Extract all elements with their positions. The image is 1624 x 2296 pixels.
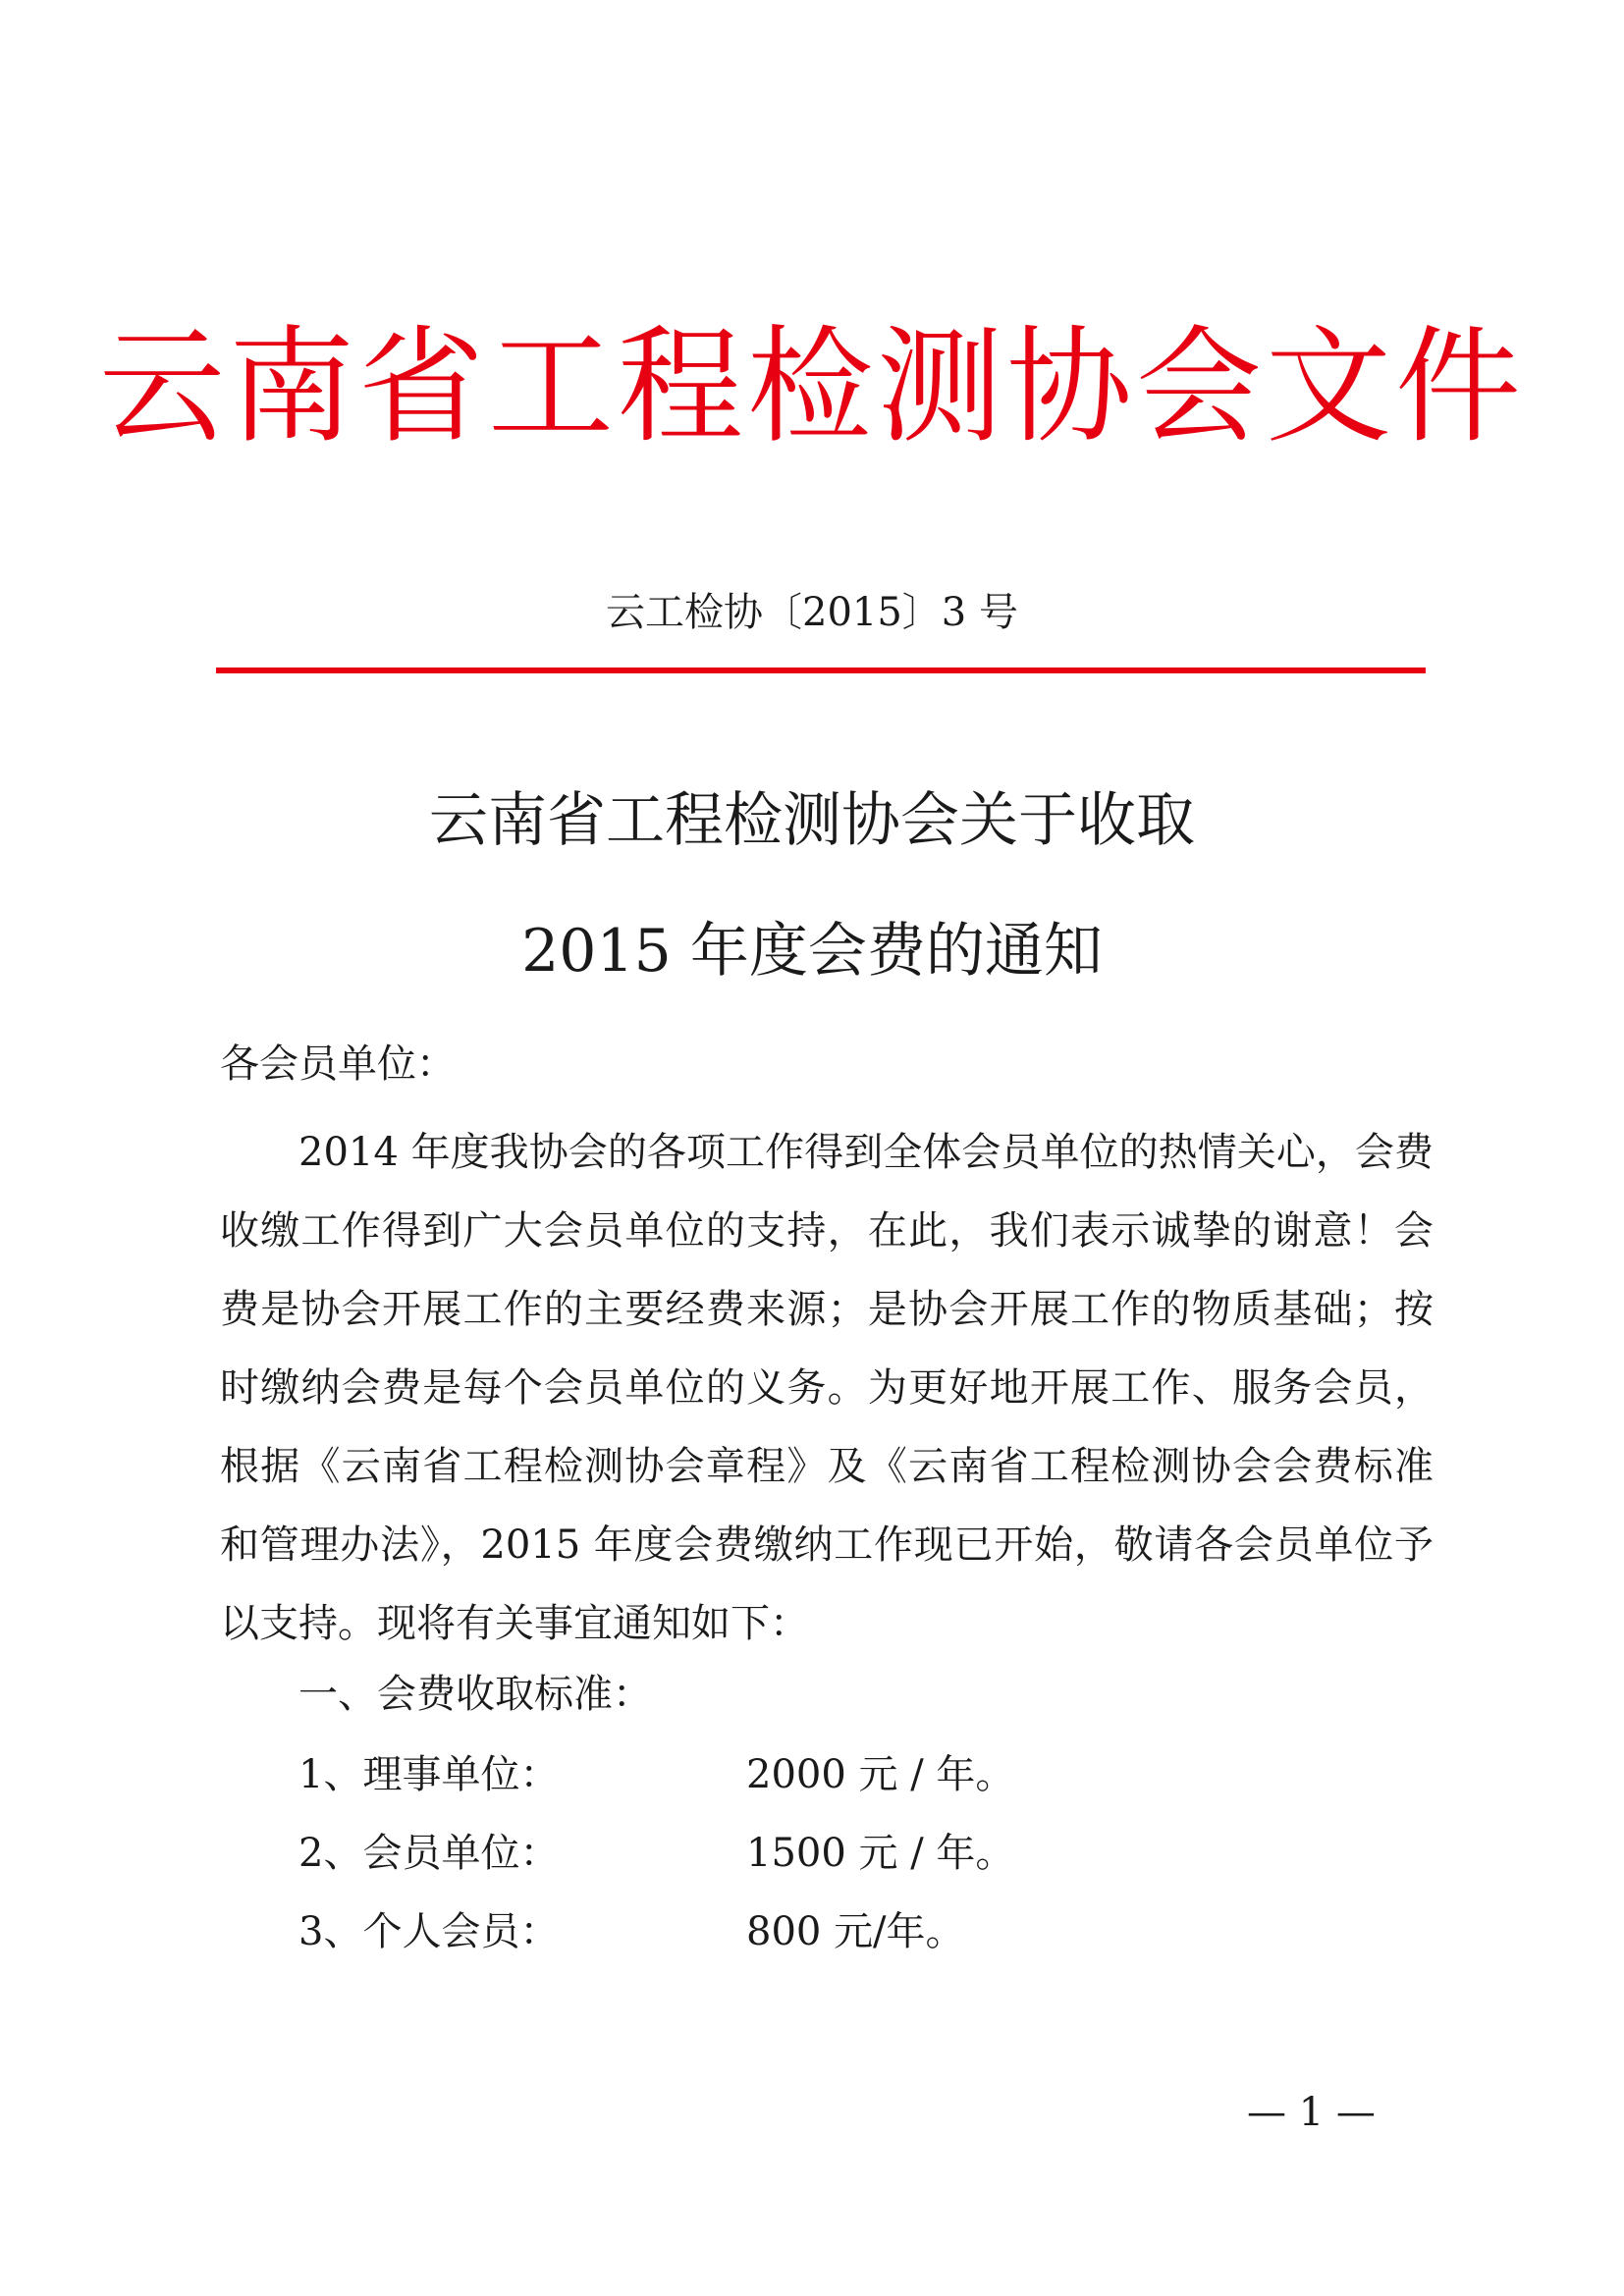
document-number: 云工检协〔2015〕3 号 (606, 590, 1018, 635)
fee-label: 1、理事单位： (298, 1752, 560, 1797)
masthead-title: 云南省工程检测协会文件 (98, 314, 1525, 460)
section-heading-fee-standard: 一、会费收取标准： (298, 1672, 652, 1717)
fee-amount: 800 元/年。 (746, 1909, 965, 1954)
fee-label: 2、会员单位： (298, 1831, 560, 1876)
salutation: 各会员单位： (220, 1041, 456, 1087)
red-divider-line (216, 667, 1426, 673)
page-number: — 1 — (1247, 2090, 1376, 2135)
notice-title-line-2: 2015 年度会费的通知 (521, 917, 1103, 986)
fee-amount: 2000 元 / 年。 (746, 1752, 1015, 1797)
body-paragraph: 2014 年度我协会的各项工作得到全体会员单位的热情关心，会费收缴工作得到广大会员单位的支持，在此，我们表示诚挚的谢意！会费是协会开展工作的主要经费来源；是协会开展工作的物质基础；按时缴纳会费是每个会员单位的义务。为更好地开展工作、服务会员，根据《云南省工程检测协会章程》及《云南省工程检测协会会费标准和管理办法》，2015 年度会费缴纳工作现已开始，敬请各会员单位予以支持。现将有关事宜通知如下： (220, 1130, 1434, 1646)
fee-label: 3、个人会员： (298, 1909, 560, 1954)
fee-amount: 1500 元 / 年。 (746, 1831, 1015, 1876)
notice-title-line-1: 云南省工程检测协会关于收取 (429, 786, 1195, 855)
